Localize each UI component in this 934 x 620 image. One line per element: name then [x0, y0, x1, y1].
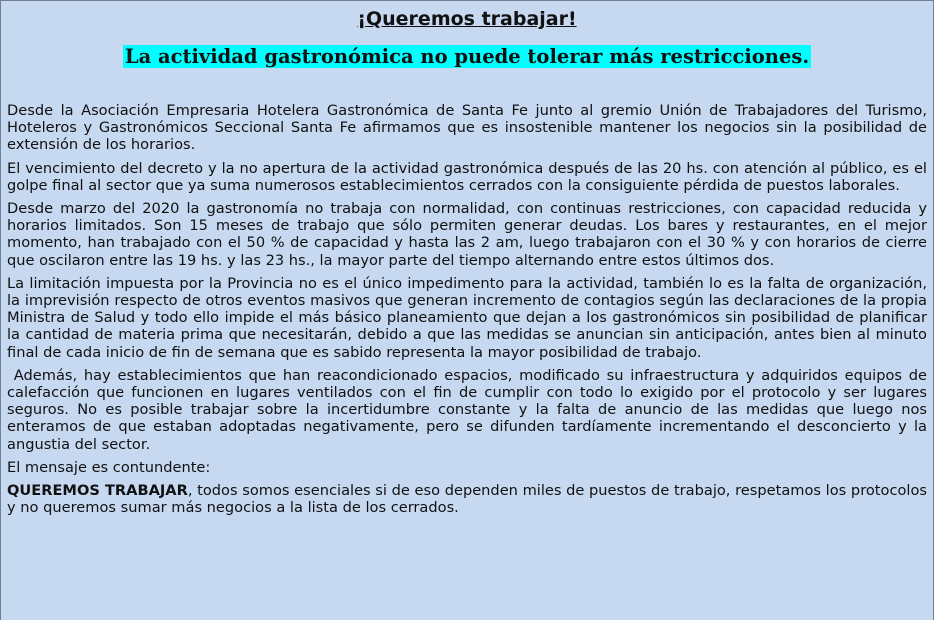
closing-paragraph [7, 482, 927, 516]
paragraph-5: Además, hay establecimientos que han reacondicionado espacios, modificado su infraestructura y adquiridos equipos de calefacción que funcionen en lugares ventilados con el fin de cumplir con todo lo exigido por el protocolo y ser lugares seguros. No es posible trabajar sobre la incertidumbre constante y la falta de anuncio de las medidas que luego nos enteramos de que estaban adoptadas negativamente, pero se difunden tardíamente incrementando el desconcierto y la angustia del sector. [7, 366, 932, 453]
paragraph-6: El mensaje es contundente: [7, 458, 211, 476]
paragraph-4: La limitación impuesta por la Provincia no es el único impedimento para la actividad, también lo es la falta de organización, la imprevisión respecto de otros eventos masivos que generan incremento de contagios según las declaraciones de la propia Ministra de Salud y todo ello impide el más básico planeamiento que dejan a los gastronómicos sin posibilidad de planificar la cantidad de materia prima que necesitarán, debido a que las medidas se anuncian sin anticipación, antes bien al minuto final de cada inicio de fin de semana que es sabido representa la mayor posibilidad de trabajo. [7, 274, 927, 361]
paragraph-2: El vencimiento del decreto y la no apertura de la actividad gastronómica después de las 20 hs. con atención al público, es el golpe final al sector que ya suma numerosos establecimientos cerrados con la consiguiente pérdida de puestos laborales. [7, 159, 927, 194]
article-body [7, 102, 932, 517]
paragraph-1: Desde la Asociación Empresaria Hotelera Gastronómica de Santa Fe junto al gremio Unión de Trabajadores del Turismo, Hoteleros y Gastronómicos Seccional Santa Fe afirmamos que es insostenible mantener los negocios sin la posibilidad de extensión de los horarios. [7, 102, 927, 154]
closing-text: , todos somos esenciales si de eso dependen miles de puestos de trabajo, respetamos los protocolos y no queremos sumar más negocios a la lista de los cerrados. [7, 482, 927, 517]
highlighted-subtitle: La actividad gastronómica no puede tolerar más restricciones. [124, 45, 810, 68]
closing-bold-text: QUEREMOS TRABAJAR [7, 482, 188, 500]
page-title: ¡Queremos trabajar! [357, 8, 577, 30]
subtitle-container [7, 44, 927, 71]
paragraph-3: Desde marzo del 2020 la gastronomía no trabaja con normalidad, con continuas restricciones, con capacidad reducida y horarios limitados. Son 15 meses de trabajo que sólo permiten generar deudas. Los bares y restaurantes, en el mejor momento, han trabajado con el 50 % de capacidad y hasta las 2 am, luego trabajaron con el 30 % y con horarios de cierre que oscilaron entre las 19 hs. y las 23 hs., la mayor parte del tiempo alternando entre estos últimos dos. [7, 200, 927, 269]
